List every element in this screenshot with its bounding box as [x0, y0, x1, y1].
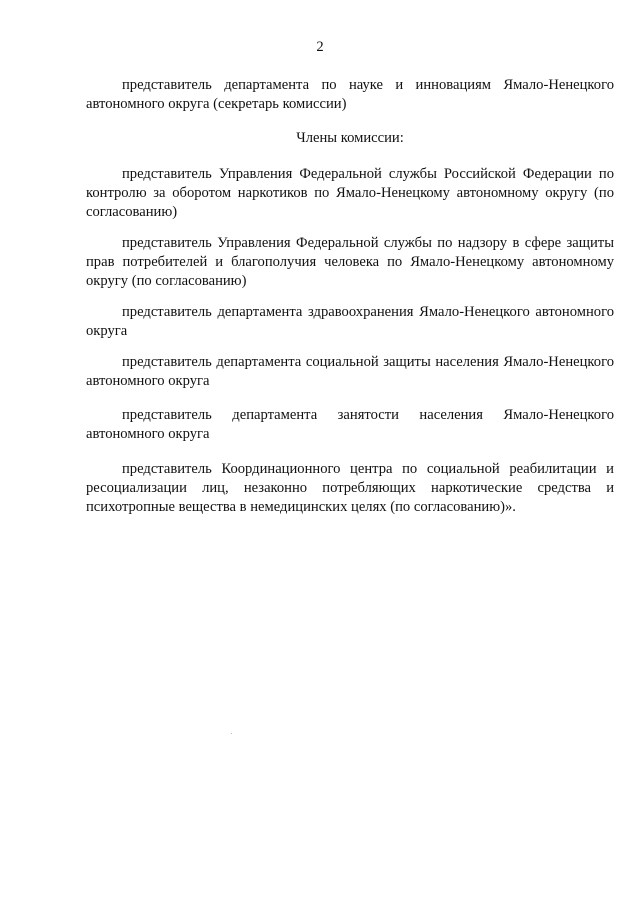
members-heading: Члены комиссии: [296, 130, 404, 146]
member-item: представитель Управления Федеральной службы по надзору в сфере защиты прав потребителей и благополучия человека по Ямало-Ненецкому автономному округу (по согласованию) [86, 235, 614, 289]
member-item: представитель департамента занятости населения Ямало-Ненецкого автономного округа [86, 407, 614, 442]
member-item: представитель Управления Федеральной службы Российской Федерации по контролю за оборотом наркотиков по Ямало-Ненецкому автономному округу (по согласованию) [86, 166, 614, 220]
scan-speck [231, 733, 232, 734]
secretary-paragraph: представитель департамента по науке и инновациям Ямало-Ненецкого автономного округа (секретарь комиссии) [86, 77, 614, 112]
member-item: представитель департамента социальной защиты населения Ямало-Ненецкого автономного округа [86, 354, 614, 389]
page-number: 2 [316, 39, 324, 55]
member-item: представитель Координационного центра по социальной реабилитации и ресоциализации лиц, незаконно потребляющих наркотические средства и психотропные вещества в немедицинских целях (по согласованию)». [86, 461, 614, 515]
member-item: представитель департамента здравоохранения Ямало-Ненецкого автономного округа [86, 304, 614, 339]
